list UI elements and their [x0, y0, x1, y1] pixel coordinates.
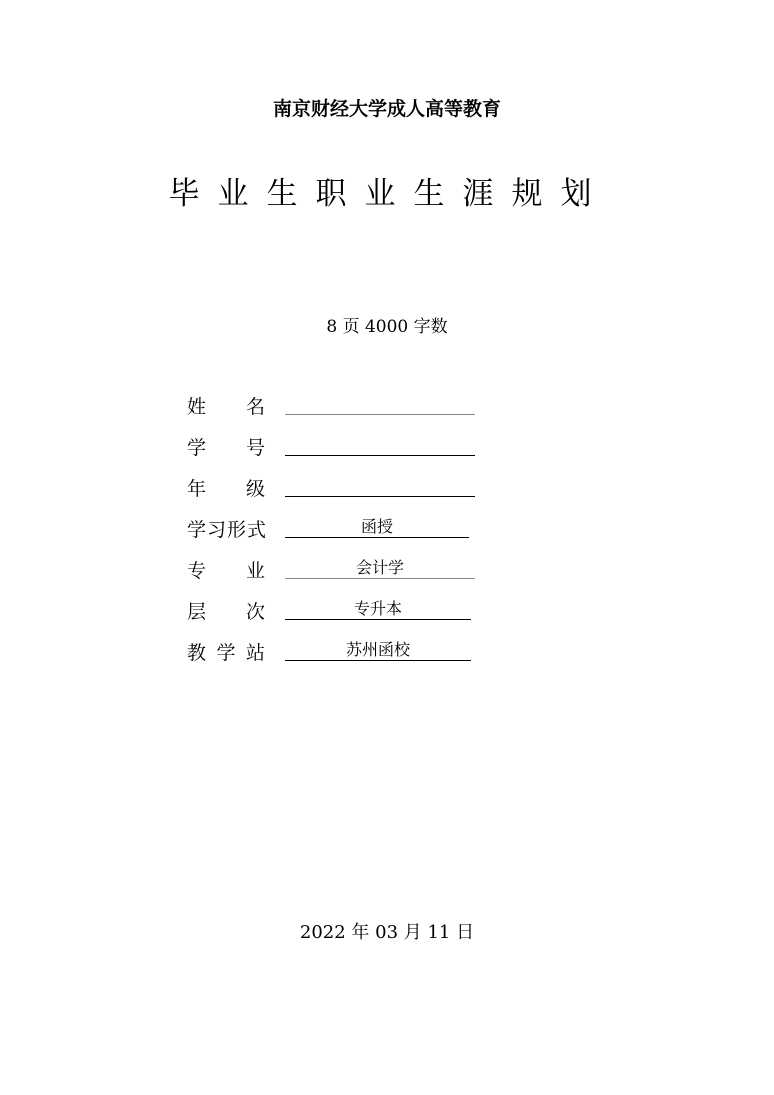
grade-field[interactable] — [285, 474, 475, 497]
info-row-study-center — [187, 634, 487, 675]
university-name: 南京财经大学成人高等教育 — [272, 98, 501, 120]
name-label: 姓 名 — [187, 396, 265, 418]
major-field[interactable]: 会计学 — [285, 556, 475, 579]
info-row-name — [187, 388, 487, 429]
student-id-field[interactable] — [285, 433, 475, 456]
document-date: 2022 年 03 月 11 日 — [299, 922, 475, 943]
level-label: 层 次 — [187, 601, 265, 623]
info-row-level — [187, 593, 487, 634]
student-id-label: 学 号 — [187, 437, 265, 459]
document-title: 毕业生职业生涯规划 — [168, 176, 610, 212]
study-center-field[interactable]: 苏州函校 — [285, 638, 471, 661]
study-mode-label: 学习形式 — [187, 519, 268, 541]
info-row-major — [187, 552, 487, 593]
name-field[interactable] — [285, 392, 475, 415]
info-row-study-mode — [187, 511, 487, 552]
major-label: 专 业 — [187, 560, 265, 582]
level-field[interactable]: 专升本 — [285, 597, 471, 620]
info-row-student-id — [187, 429, 487, 470]
info-row-grade — [187, 470, 487, 511]
study-mode-field[interactable]: 函授 — [285, 515, 469, 538]
student-info-table — [187, 388, 487, 675]
study-center-label: 教 学 站 — [187, 642, 265, 664]
page-count: 8 页 4000 字数 — [326, 317, 448, 337]
grade-label: 年 级 — [187, 478, 265, 500]
